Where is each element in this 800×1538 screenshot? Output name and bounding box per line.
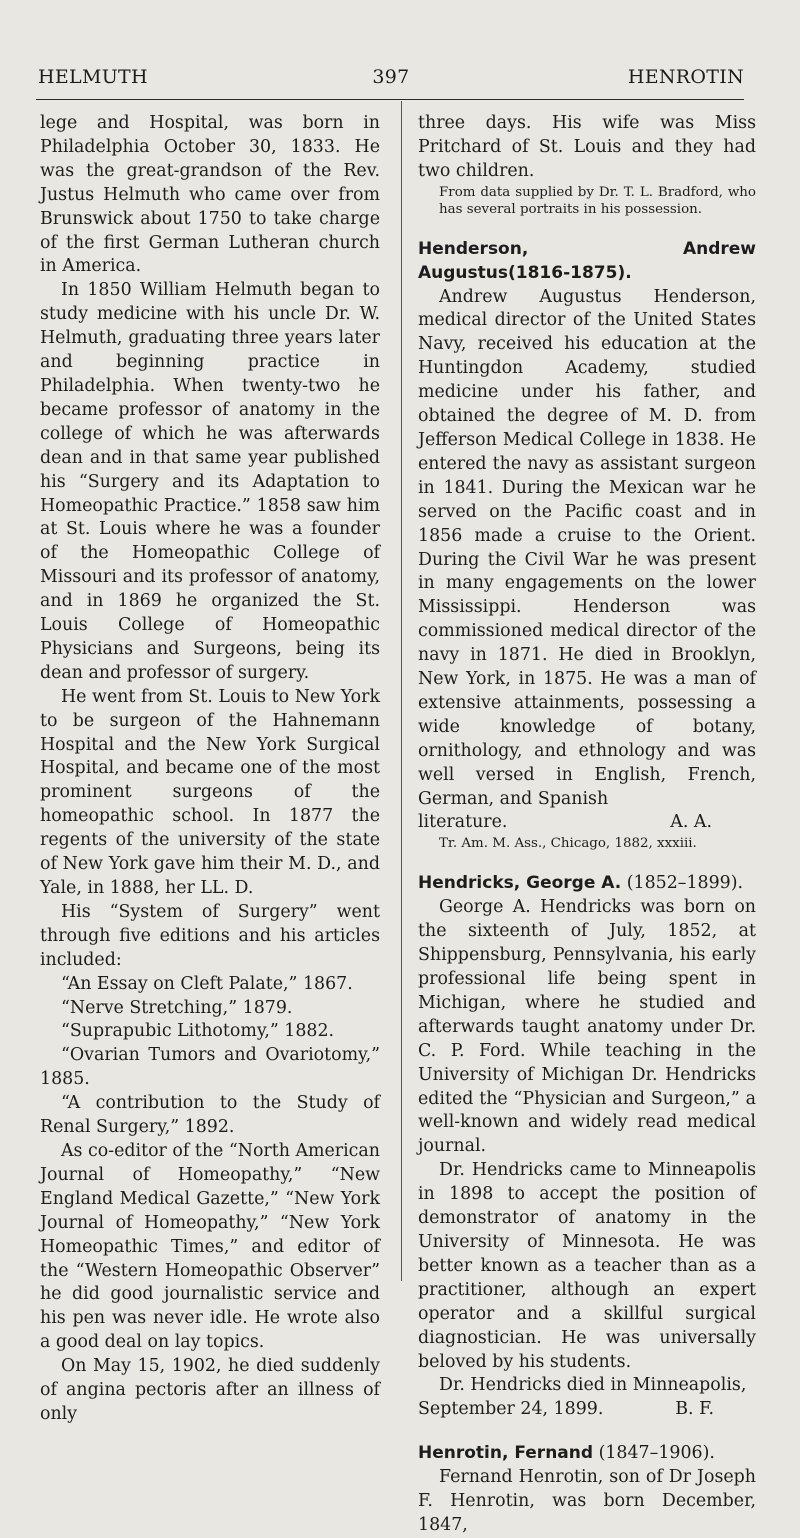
henderson-paragraph: Andrew Augustus Henderson, medical director of the United States Navy, received his education at the Huntingdon Academy, studied medicine under his father, and obtained the degree of M. D. from Jefferson Medical College in 1838. He entered the navy as assistant surgeon in 1841. During the Mexican war he served on the Pacific coast and in 1856 made a cruise to the Orient. During the Civil War he was present in many engagements on the lower Mississippi. Henderson was commissioned medical director of the navy in 1871. He died in Brooklyn, New York, in 1875. He was a man of extensive attainments, possessing a wide knowledge of botany, ornithology, and ethnology and was well versed in English, French, German, and Spanish: [418, 286, 756, 809]
henrotin-paragraph: Fernand Henrotin, son of Dr Joseph F. Henrotin, was born December, 1847,: [418, 1467, 756, 1535]
helmuth-paragraph-2: In 1850 William Helmuth began to study medicine with his uncle Dr. W. Helmuth, graduating three years later and beginning practice in Philadelphia. When twenty-two he became professor of anatomy in the college of which he was afterwards dean and in that same year published his “Surgery and its Adaptation to Homeopathic Practice.” 1858 saw him at St. Louis where he was a founder of the Homeopathic College of Missouri and its professor of anatomy, and in 1869 he organized the St. Louis College of Homeopathic Physicians and Surgeons, being its dean and professor of surgery.: [40, 280, 380, 683]
entry-name: Henrotin, Fernand: [418, 1443, 594, 1464]
henderson-signature-line: [418, 811, 756, 835]
page-number: 397: [372, 66, 410, 88]
hendricks-entry-heading: [418, 872, 756, 896]
henderson-entry-heading: [418, 238, 756, 286]
hendricks-paragraph-1: George A. Hendricks was born on the sixteenth of July, 1852, at Shippensburg, Pennsylvania, his early professional life being spent in Michigan, where he studied and afterwards taught anatomy under Dr. C. P. Ford. While teaching in the University of Michigan Dr. Hendricks edited the “Physician and Surgeon,” a well-known and widely read medical journal.: [418, 897, 756, 1157]
henrotin-entry-heading: [418, 1442, 756, 1466]
article-item: “Ovarian Tumors and Ovariotomy,” 1885.: [40, 1045, 380, 1090]
left-column: [40, 112, 380, 1427]
article-item: “An Essay on Cleft Palate,” 1867.: [61, 973, 353, 994]
header-right-word: HENROTIN: [627, 66, 744, 88]
author-initials: B. F.: [675, 1399, 714, 1420]
helmuth-paragraph-death: On May 15, 1902, he died suddenly of angina pectoris after an illness of only: [40, 1356, 380, 1424]
entry-dates: (1852–1899).: [626, 873, 744, 894]
right-column: [418, 112, 756, 1538]
hendricks-paragraph-3: Dr. Hendricks died in Minneapolis,: [439, 1375, 747, 1396]
entry-name: Hendricks, George A.: [418, 873, 622, 894]
entry-dates: (1847–1906).: [598, 1443, 715, 1464]
hendricks-paragraph-2: Dr. Hendricks came to Minneapolis in 1898 to accept the position of demonstrator of anatomy in the University of Minnesota. He was better known as a teacher than as a practitioner, although an expert operator and a skillful surgical diagnostician. He was universally beloved by his students.: [418, 1160, 756, 1372]
author-initials: A. A.: [670, 812, 712, 833]
source-note: Tr. Am. M. Ass., Chicago, 1882, xxxiii.: [439, 836, 697, 852]
death-date: September 24, 1899.: [418, 1399, 604, 1420]
helmuth-continuation: three days. His wife was Miss Pritchard of St. Louis and they had two children.: [418, 113, 756, 181]
entry-dates: (1816-1875).: [508, 262, 632, 283]
source-note: From data supplied by Dr. T. L. Bradford, who has several portraits in his possession.: [439, 184, 756, 217]
entry-name: Henderson, Andrew Augustus: [418, 238, 756, 283]
running-header: [38, 66, 744, 92]
article-item: “Nerve Stretching,” 1879.: [61, 997, 293, 1018]
article-item: “A contribution to the Study of Renal Surgery,” 1892.: [40, 1093, 380, 1138]
last-word: literature.: [418, 812, 508, 833]
article-item: “Suprapubic Lithotomy,” 1882.: [61, 1021, 335, 1042]
hendricks-signature-line: [418, 1398, 756, 1422]
helmuth-paragraph-4: His “System of Surgery” went through five editions and his articles included:: [40, 901, 380, 970]
helmuth-paragraph-3: He went from St. Louis to New York to be surgeon of the Hahnemann Hospital and the New York Surgical Hospital, and became one of the most prominent surgeons of the homeopathic school. In 1877 the regents of the university of the state of New York gave him their M. D., and Yale, in 1888, her LL. D.: [40, 686, 380, 898]
helmuth-paragraph-editor: As co-editor of the “North American Journal of Homeopathy,” “New England Medical Gazette,” “New York Journal of Homeopathy,” “New York Homeopathic Times,” and editor of the “Western Homeopathic Observer” he did good journalistic service and his pen was never idle. He wrote also a good deal on lay topics.: [40, 1140, 380, 1353]
helmuth-paragraph-1: lege and Hospital, was born in Philadelphia October 30, 1833. He was the great-grandson of the Rev. Justus Helmuth who came over from Brunswick about 1750 to take charge of the first German Lutheran church in America.: [40, 113, 380, 277]
header-rule: [36, 99, 744, 100]
column-divider: [401, 101, 402, 1281]
header-left-word: HELMUTH: [38, 66, 148, 88]
